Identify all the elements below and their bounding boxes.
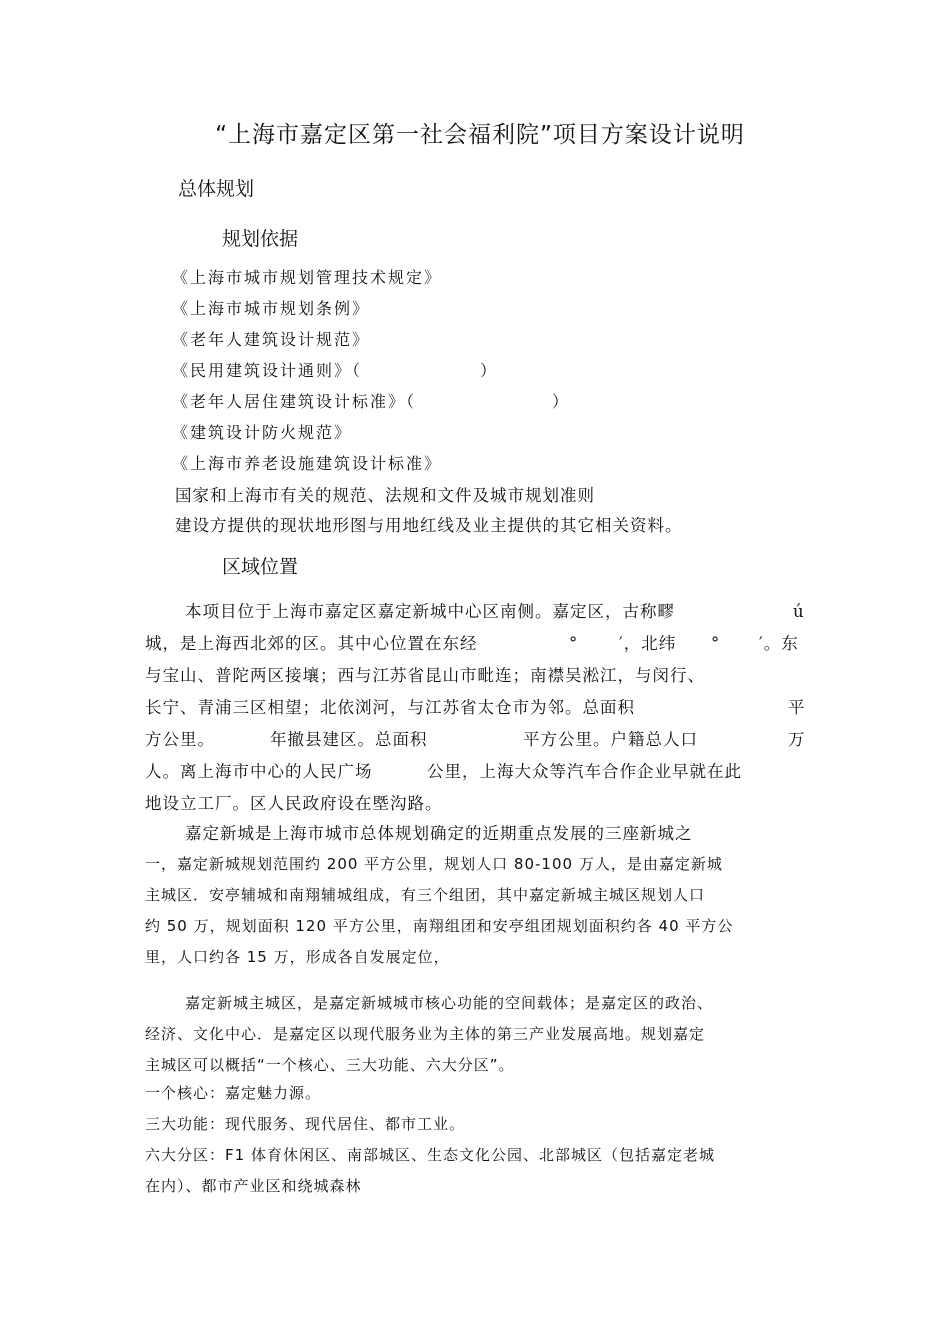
paragraph-line [145, 628, 805, 660]
paragraph-line [145, 756, 805, 788]
text-segment: 年撤县建区。总面积 [270, 730, 428, 749]
reference-title: 《建筑设计防火规范》 [172, 423, 353, 442]
reference-title: 《上海市城市规划条例》 [172, 299, 371, 318]
text-segment: 人。离上海市中心的人民广场 [145, 762, 373, 781]
paragraph-line: 嘉定新城是上海市城市总体规划确定的近期重点发展的三座新城之 [185, 824, 693, 843]
reference-title: 《老年人建筑设计规范》 [172, 330, 371, 349]
paragraph-line [145, 788, 805, 820]
document-title: “上海市嘉定区第一社会福利院”项目方案设计说明 [215, 122, 745, 148]
text-segment: 本项目位于上海市嘉定区嘉定新城中心区南侧。嘉定区，古称疁 [185, 602, 675, 621]
text-segment: 城，是上海西北郊的区。其中心位置在东经 [145, 634, 478, 653]
text-segment: 平 [788, 698, 806, 717]
reference-title: 《上海市城市规划管理技术规定》 [172, 268, 443, 287]
text-segment: 平方公里。户籍总人口 [523, 730, 698, 749]
paragraph-line: 主城区．安亭辅城和南翔辅城组成，有三个组团，其中嘉定新城主城区规划人口 [145, 886, 706, 904]
paragraph-main-city [145, 988, 805, 1081]
text-segment: 长宁、青浦三区相望；北依浏河，与江苏省太仓市为邻。总面积 [145, 698, 635, 717]
section-heading-overall-planning: 总体规划 [178, 178, 255, 200]
list-item: 在内）、都市产业区和绕城森林 [145, 1177, 362, 1195]
text-segment: ú [793, 602, 805, 621]
basis-notes [175, 483, 683, 543]
reference-item [172, 390, 570, 421]
text-segment: 地设立工厂。区人民政府设在塈沟路。 [145, 794, 443, 813]
text-segment: 与宝山、普陀两区接壤；西与江苏省昆山市毗连；南襟吴淞江，与闵行、 [145, 666, 705, 685]
reference-title: 《上海市养老设施建筑设计标准》 [172, 454, 443, 473]
subsection-heading-regional-location: 区域位置 [222, 556, 299, 578]
reference-title: 《老年人居住建筑设计标准》 [172, 392, 407, 411]
text-segment: ° [711, 634, 721, 653]
reference-item [172, 266, 570, 297]
paragraph-line [145, 660, 805, 692]
reference-list [172, 266, 570, 483]
reference-item [172, 328, 570, 359]
paragraph-line: 主城区可以概括“一个核心、三大功能、六大分区”。 [145, 1056, 515, 1074]
subsection-heading-planning-basis: 规划依据 [222, 228, 299, 250]
paragraph-line [145, 596, 805, 628]
list-item: 三大功能：现代服务、现代居住、都市工业。 [145, 1115, 466, 1133]
text-segment: ′。东 [759, 634, 799, 653]
reference-item [172, 359, 570, 390]
text-segment: 公里，上海大众等汽车合作企业早就在此 [427, 762, 742, 781]
basis-line: 建设方提供的现状地形图与用地红线及业主提供的其它相关资料。 [175, 516, 683, 535]
reference-item [172, 452, 570, 483]
paragraph-location [145, 596, 805, 820]
paragraph-line: 嘉定新城主城区，是嘉定新城城市核心功能的空间载体；是嘉定区的政治、 [185, 994, 714, 1012]
basis-line: 国家和上海市有关的规范、法规和文件及城市规划准则 [175, 486, 595, 505]
reference-item [172, 297, 570, 328]
reference-paren-close: ） [480, 361, 499, 380]
reference-paren-open: （ [406, 392, 417, 411]
reference-item [172, 421, 570, 452]
paragraph-line: 里，人口约各 15 万，形成各自发展定位， [145, 948, 450, 966]
list-item: 一个核心：嘉定魅力源。 [145, 1084, 322, 1102]
reference-paren-open: （ [352, 361, 363, 380]
text-segment: 万 [788, 730, 806, 749]
summary-list [145, 1078, 805, 1202]
paragraph-line: 一，嘉定新城规划范围约 200 平方公里，规划人口 80-100 万人，是由嘉定新城 [145, 855, 723, 873]
paragraph-line: 经济、文化中心．是嘉定区以现代服务业为主体的第三产业发展高地。规划嘉定 [145, 1025, 706, 1043]
list-item: 六大分区：F1 体育休闲区、南部城区、生态文化公园、北部城区（包括嘉定老城 [145, 1146, 715, 1164]
text-segment: ° [569, 634, 579, 653]
paragraph-line: 约 50 万，规划面积 120 平方公里，南翔组团和安亭组团规划面积约各 40 平方公 [145, 917, 734, 935]
paragraph-line [145, 692, 805, 724]
paragraph-line [145, 724, 805, 756]
text-segment: 方公里。 [145, 730, 215, 749]
reference-paren-close: ） [552, 392, 571, 411]
paragraph-new-city [145, 818, 805, 973]
text-segment: ′，北纬 [619, 634, 677, 653]
reference-title: 《民用建筑设计通则》 [172, 361, 353, 380]
